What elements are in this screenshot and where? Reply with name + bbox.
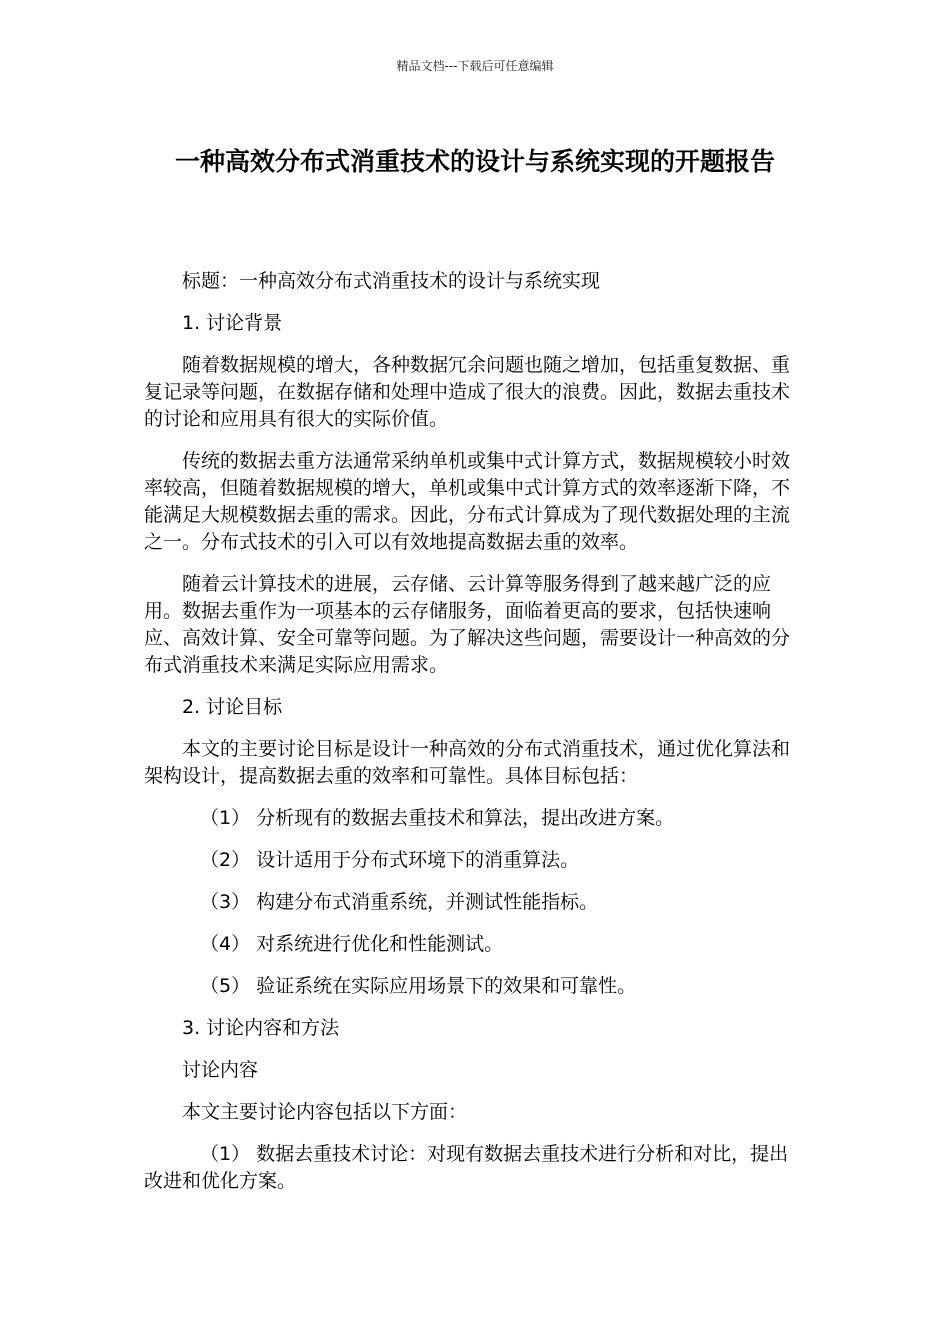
goal-list-item: （5） 验证系统在实际应用场景下的效果和可靠性。 xyxy=(200,975,637,997)
body-paragraph: 本文的主要讨论目标是设计一种高效的分布式消重技术，通过优化算法和架构设计，提高数据去重的效率和可靠性。具体目标包括： xyxy=(144,738,791,787)
subject-line: 标题：一种高效分布式消重技术的设计与系统实现 xyxy=(182,270,601,292)
goal-list-item: （3） 构建分布式消重系统，并测试性能指标。 xyxy=(200,891,599,913)
goal-list-item: （1） 分析现有的数据去重技术和算法，提出改进方案。 xyxy=(200,807,675,829)
body-paragraph: 随着云计算技术的进展，云存储、云计算等服务得到了越来越广泛的应用。数据去重作为一项基本的云存储服务，面临着更高的要求，包括快速响应、高效计算、安全可靠等问题。为了解决这些问题，需要设计一种高效的分布式消重技术来满足实际应用需求。 xyxy=(144,573,791,676)
content-list-item: （1） 数据去重技术讨论：对现有数据去重技术进行分析和对比，提出改进和优化方案。 xyxy=(144,1143,789,1192)
goal-list-item: （4） 对系统进行优化和性能测试。 xyxy=(200,933,504,955)
section-heading-goals: 2. 讨论目标 xyxy=(182,696,283,718)
section-heading-background: 1. 讨论背景 xyxy=(182,312,283,334)
body-paragraph: 传统的数据去重方法通常采纳单机或集中式计算方式，数据规模较小时效率较高，但随着数据规模的增大，单机或集中式计算方式的效率逐渐下降，不能满足大规模数据去重的需求。因此，分布式计算成为了现代数据处理的主流之一。分布式技术的引入可以有效地提高数据去重的效率。 xyxy=(144,450,791,553)
header-note: 精品文档---下载后可任意编辑 xyxy=(396,59,554,73)
document-body xyxy=(144,268,796,1210)
document-title: 一种高效分布式消重技术的设计与系统实现的开题报告 xyxy=(174,147,775,176)
body-paragraph: 本文主要讨论内容包括以下方面： xyxy=(182,1101,468,1123)
section-heading-content: 3. 讨论内容和方法 xyxy=(182,1017,340,1039)
subheading-content: 讨论内容 xyxy=(182,1059,259,1081)
goal-list-item: （2） 设计适用于分布式环境下的消重算法。 xyxy=(200,849,580,871)
body-paragraph: 随着数据规模的增大，各种数据冗余问题也随之增加，包括重复数据、重复记录等问题，在数据存储和处理中造成了很大的浪费。因此，数据去重技术的讨论和应用具有很大的实际价值。 xyxy=(144,354,791,430)
